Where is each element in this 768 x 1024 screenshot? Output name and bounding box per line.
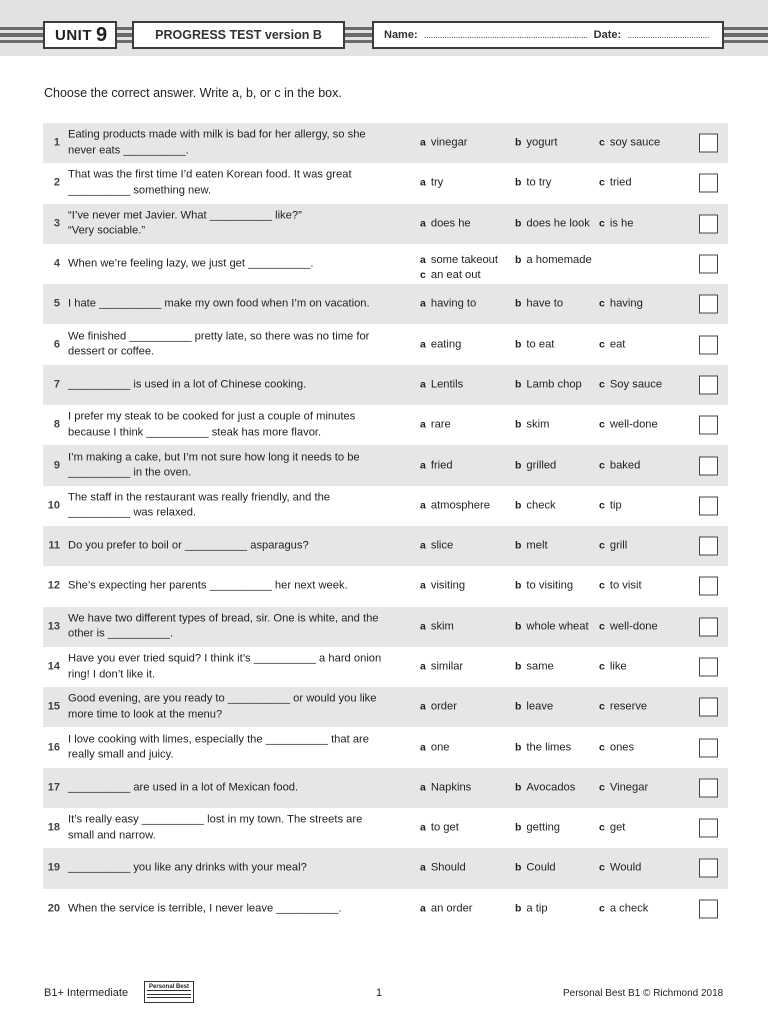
option-b — [515, 740, 571, 756]
option-text: check — [526, 499, 556, 512]
option-text: an eat out — [430, 268, 481, 281]
option-letter: c — [599, 337, 605, 350]
option-c — [599, 901, 648, 917]
option-text: visiting — [430, 579, 466, 592]
option-letter: c — [599, 499, 605, 512]
option-a — [420, 901, 473, 917]
option-a — [420, 135, 468, 151]
option-letter: b — [515, 378, 522, 391]
question-number: 6 — [53, 337, 60, 350]
option-c — [599, 377, 662, 393]
option-c — [599, 820, 625, 836]
question-row — [43, 526, 728, 566]
option-text: atmosphere — [430, 499, 490, 512]
option-letter: a — [420, 337, 426, 350]
question-number: 10 — [47, 499, 60, 512]
option-text: soy sauce — [609, 136, 661, 149]
option-letter: b — [515, 136, 522, 149]
question-number: 2 — [53, 176, 60, 189]
option-text: one — [430, 740, 450, 753]
option-text: a tip — [526, 902, 548, 915]
question-row — [43, 566, 728, 606]
option-b — [515, 619, 589, 635]
question-row — [43, 687, 728, 727]
question-number: 13 — [47, 619, 60, 632]
answer-box[interactable] — [699, 214, 718, 233]
option-b — [515, 297, 563, 313]
option-c — [599, 538, 627, 554]
question-text: I prefer my steak to be cooked for just a couple of minutes because I think __________ steak has more flavor. — [68, 410, 356, 439]
option-a — [420, 659, 463, 675]
question-text: Do you prefer to boil or __________ asparagus? — [68, 539, 309, 552]
option-b — [515, 337, 554, 353]
question-number: 17 — [47, 781, 60, 794]
unit-box — [43, 21, 117, 49]
question-text: Good evening, are you ready to __________ or would you like more time to look at the menu? — [68, 692, 377, 721]
question-text: __________ is used in a lot of Chinese cooking. — [68, 378, 307, 391]
option-text: Napkins — [430, 781, 472, 794]
option-letter: b — [515, 297, 522, 310]
date-field[interactable]: .................................... — [627, 29, 710, 41]
option-letter: a — [420, 499, 426, 512]
option-letter: b — [515, 458, 522, 471]
question-row — [43, 284, 728, 324]
option-text: is he — [609, 216, 634, 229]
option-b — [515, 579, 573, 595]
option-text: skim — [526, 418, 550, 431]
option-a — [420, 176, 443, 192]
option-letter: a — [420, 821, 426, 834]
option-letter: b — [515, 539, 522, 552]
answer-box[interactable] — [699, 617, 718, 636]
option-letter: a — [420, 740, 426, 753]
option-text: having — [609, 297, 643, 310]
question-number: 12 — [47, 579, 60, 592]
option-b — [515, 820, 560, 836]
instructions: Choose the correct answer. Write a, b, or c in the box. — [44, 86, 342, 100]
option-text: getting — [526, 821, 561, 834]
option-letter: b — [515, 216, 522, 229]
question-text: That was the first time I’d eaten Korean food. It was great __________ something new. — [68, 168, 352, 197]
option-letter: a — [420, 619, 426, 632]
option-text: tip — [609, 499, 622, 512]
question-row — [43, 405, 728, 445]
option-b — [515, 700, 553, 716]
option-text: a check — [609, 902, 649, 915]
answer-box[interactable] — [699, 456, 718, 475]
option-text: to get — [430, 821, 459, 834]
option-letter: c — [599, 378, 605, 391]
question-number: 19 — [47, 861, 60, 874]
option-c — [599, 740, 634, 756]
option-b — [515, 216, 590, 232]
question-text: When the service is terrible, I never leave __________. — [68, 902, 342, 915]
question-text: When we’re feeling lazy, we just get __________. — [68, 257, 314, 270]
option-letter: a — [420, 176, 426, 189]
option-letter: a — [420, 861, 426, 874]
option-c — [599, 659, 627, 675]
option-letter: a — [420, 781, 426, 794]
option-b — [515, 780, 575, 796]
option-b — [515, 377, 582, 393]
question-text: She’s expecting her parents __________ her next week. — [68, 579, 348, 592]
option-letter: b — [515, 176, 522, 189]
option-text: grill — [609, 539, 628, 552]
option-letter: a — [420, 902, 426, 915]
option-text: Lentils — [430, 378, 464, 391]
option-letter: c — [599, 660, 605, 673]
option-text: get — [609, 821, 626, 834]
question-row — [43, 486, 728, 526]
option-letter: a — [420, 660, 426, 673]
option-text: does he — [430, 216, 471, 229]
answer-box[interactable] — [699, 375, 718, 394]
option-text: tried — [609, 176, 632, 189]
question-row — [43, 808, 728, 848]
answer-box[interactable] — [699, 577, 718, 596]
option-a — [420, 619, 454, 635]
option-a — [420, 297, 476, 313]
question-row — [43, 163, 728, 203]
option-letter: a — [420, 253, 426, 266]
option-a — [420, 337, 461, 353]
question-row — [43, 204, 728, 244]
option-letter: c — [599, 740, 605, 753]
option-c — [599, 579, 642, 595]
option-letter: a — [420, 136, 426, 149]
option-a — [420, 216, 471, 232]
option-c — [599, 216, 633, 232]
question-number: 8 — [53, 418, 60, 431]
option-letter: c — [599, 136, 605, 149]
question-row — [43, 123, 728, 163]
option-letter: c — [599, 619, 605, 632]
question-text: I hate __________ make my own food when I’m on vacation. — [68, 297, 370, 310]
answer-box[interactable] — [699, 859, 718, 878]
option-letter: c — [599, 781, 605, 794]
option-letter: c — [599, 579, 605, 592]
question-text: The staff in the restaurant was really friendly, and the __________ was relaxed. — [68, 491, 331, 519]
answer-box[interactable] — [699, 255, 718, 274]
date-label: Date: — [593, 29, 622, 41]
question-text: Eating products made with milk is bad for her allergy, so she never eats __________. — [68, 128, 366, 157]
question-list — [43, 123, 728, 929]
question-row — [43, 365, 728, 405]
level-label: B1+ Intermediate — [44, 987, 129, 999]
option-b — [515, 458, 556, 474]
option-letter: c — [599, 821, 605, 834]
option-letter: c — [599, 458, 605, 471]
question-number: 9 — [53, 458, 60, 471]
option-letter: c — [420, 268, 426, 281]
option-letter: c — [599, 176, 605, 189]
answer-box[interactable] — [699, 134, 718, 153]
question-number: 4 — [53, 257, 60, 270]
option-text: to try — [526, 176, 552, 189]
question-text: I’m making a cake, but I’m not sure how long it needs to be __________ in the oven. — [68, 451, 360, 479]
option-text: having to — [430, 297, 477, 310]
question-text: Have you ever tried squid? I think it’s __________ a hard onion ring! I don’t like it. — [68, 652, 382, 680]
option-c — [599, 700, 647, 716]
option-c — [599, 135, 660, 151]
question-row — [43, 848, 728, 888]
option-a — [420, 579, 465, 595]
option-c — [599, 176, 632, 192]
answer-box[interactable] — [699, 496, 718, 515]
option-text: grilled — [526, 458, 557, 471]
question-number: 18 — [47, 821, 60, 834]
option-b — [515, 253, 592, 269]
question-text: We have two different types of bread, sir. One is white, and the other is __________. — [68, 612, 379, 640]
option-letter: a — [420, 700, 426, 713]
option-c — [599, 619, 658, 635]
option-text: Vinegar — [609, 781, 649, 794]
answer-box[interactable] — [699, 174, 718, 193]
question-text: We finished __________ pretty late, so there was no time for dessert or coffee. — [68, 330, 370, 358]
option-b — [515, 901, 548, 917]
option-text: eat — [609, 337, 626, 350]
option-a — [420, 700, 457, 716]
option-b — [515, 538, 548, 554]
question-row — [43, 324, 728, 364]
answer-box[interactable] — [699, 335, 718, 354]
option-a — [420, 861, 466, 877]
answer-box[interactable] — [699, 738, 718, 757]
option-a — [420, 740, 450, 756]
logo-text: Personal Best — [148, 984, 190, 990]
option-text: whole wheat — [526, 619, 589, 632]
option-text: ones — [609, 740, 635, 753]
copyright: Personal Best B1 © Richmond 2018 — [563, 988, 724, 999]
answer-box[interactable] — [699, 537, 718, 556]
question-number: 11 — [48, 539, 60, 552]
option-text: some takeout — [430, 253, 499, 266]
question-number: 15 — [47, 700, 60, 713]
option-c — [599, 861, 641, 877]
answer-box[interactable] — [699, 778, 718, 797]
question-number: 14 — [47, 660, 60, 673]
option-letter: c — [599, 861, 605, 874]
option-letter: b — [515, 660, 522, 673]
option-text: leave — [526, 700, 554, 713]
option-a — [420, 820, 459, 836]
option-letter: a — [420, 378, 426, 391]
option-text: yogurt — [526, 136, 558, 149]
option-letter: a — [420, 216, 426, 229]
page-number: 1 — [376, 987, 383, 999]
unit-number: 9 — [96, 23, 108, 46]
option-text: reserve — [609, 700, 648, 713]
option-text: Should — [430, 861, 466, 874]
option-letter: b — [515, 579, 522, 592]
question-row — [43, 727, 728, 767]
option-letter: c — [599, 539, 605, 552]
option-letter: c — [599, 418, 605, 431]
option-c — [599, 780, 648, 796]
option-b — [515, 417, 549, 433]
option-text: well-done — [609, 418, 658, 431]
option-text: the limes — [526, 740, 572, 753]
option-text: a homemade — [526, 253, 592, 266]
option-letter: b — [515, 902, 522, 915]
option-c — [420, 268, 481, 284]
option-text: vinegar — [430, 136, 468, 149]
option-text: Could — [526, 861, 556, 874]
option-text: to visit — [609, 579, 642, 592]
question-text: I love cooking with limes, especially the __________ that are really small and juicy. — [68, 733, 370, 761]
question-text: __________ are used in a lot of Mexican food. — [68, 781, 299, 794]
question-number: 7 — [53, 378, 60, 391]
option-text: to eat — [526, 337, 555, 350]
question-row — [43, 244, 728, 284]
option-letter: b — [515, 499, 522, 512]
option-text: Soy sauce — [609, 378, 663, 391]
option-text: eating — [430, 337, 462, 350]
question-number: 16 — [47, 740, 60, 753]
question-text: __________ you like any drinks with your meal? — [68, 861, 307, 874]
option-letter: b — [515, 253, 522, 266]
option-c — [599, 297, 643, 313]
option-letter: b — [515, 821, 522, 834]
answer-box[interactable] — [699, 698, 718, 717]
test-title: PROGRESS TEST version B — [155, 28, 322, 42]
option-text: same — [526, 660, 554, 673]
question-text: “I’ve never met Javier. What __________ like?” “Very sociable.” — [68, 209, 302, 237]
option-a — [420, 417, 451, 433]
question-text: It’s really easy __________ lost in my town. The streets are small and narrow. — [68, 813, 363, 842]
option-letter: b — [515, 781, 522, 794]
option-letter: a — [420, 297, 426, 310]
name-date-box — [372, 21, 724, 49]
question-row — [43, 647, 728, 687]
option-text: slice — [430, 539, 454, 552]
question-row — [43, 607, 728, 647]
test-title-box — [132, 21, 345, 49]
option-c — [599, 417, 658, 433]
question-number: 5 — [53, 297, 60, 310]
option-letter: b — [515, 700, 522, 713]
question-number: 3 — [53, 216, 60, 229]
option-letter: b — [515, 418, 522, 431]
option-text: Avocados — [526, 781, 576, 794]
option-b — [515, 176, 551, 192]
option-b — [515, 498, 556, 514]
question-row — [43, 768, 728, 808]
option-letter: a — [420, 458, 426, 471]
option-a — [420, 377, 463, 393]
option-a — [420, 538, 453, 554]
option-letter: b — [515, 740, 522, 753]
option-text: an order — [430, 902, 473, 915]
option-text: melt — [526, 539, 548, 552]
option-text: have to — [526, 297, 564, 310]
option-text: well-done — [609, 619, 658, 632]
option-text: Lamb chop — [526, 378, 582, 391]
option-c — [599, 458, 640, 474]
option-b — [515, 135, 558, 151]
personal-best-logo — [144, 981, 194, 1003]
question-number: 1 — [53, 136, 60, 149]
option-letter: c — [599, 902, 605, 915]
option-text: fried — [430, 458, 453, 471]
option-text: to visiting — [526, 579, 574, 592]
option-c — [599, 337, 625, 353]
option-letter: a — [420, 579, 426, 592]
answer-box[interactable] — [699, 416, 718, 435]
option-a — [420, 498, 490, 514]
option-letter: b — [515, 337, 522, 350]
question-number: 20 — [47, 902, 60, 915]
option-text: baked — [609, 458, 641, 471]
option-text: skim — [430, 619, 454, 632]
option-letter: b — [515, 619, 522, 632]
option-letter: a — [420, 539, 426, 552]
option-b — [515, 861, 556, 877]
option-a — [420, 780, 471, 796]
question-row — [43, 889, 728, 929]
name-field[interactable]: ........................................................................ — [423, 29, 588, 41]
option-c — [599, 498, 622, 514]
option-text: like — [609, 660, 627, 673]
option-a — [420, 253, 498, 269]
option-text: does he look — [526, 216, 590, 229]
unit-label: UNIT — [55, 26, 92, 44]
option-b — [515, 659, 554, 675]
option-letter: b — [515, 861, 522, 874]
option-letter: c — [599, 297, 605, 310]
answer-box[interactable] — [699, 295, 718, 314]
option-text: rare — [430, 418, 451, 431]
option-text: try — [430, 176, 444, 189]
option-letter: c — [599, 216, 605, 229]
option-text: Would — [609, 861, 642, 874]
option-a — [420, 458, 453, 474]
name-label: Name: — [384, 29, 418, 41]
option-text: similar — [430, 660, 464, 673]
answer-box[interactable] — [699, 658, 718, 677]
answer-box[interactable] — [699, 899, 718, 918]
answer-box[interactable] — [699, 819, 718, 838]
option-text: order — [430, 700, 457, 713]
option-letter: a — [420, 418, 426, 431]
option-letter: c — [599, 700, 605, 713]
question-row — [43, 445, 728, 485]
